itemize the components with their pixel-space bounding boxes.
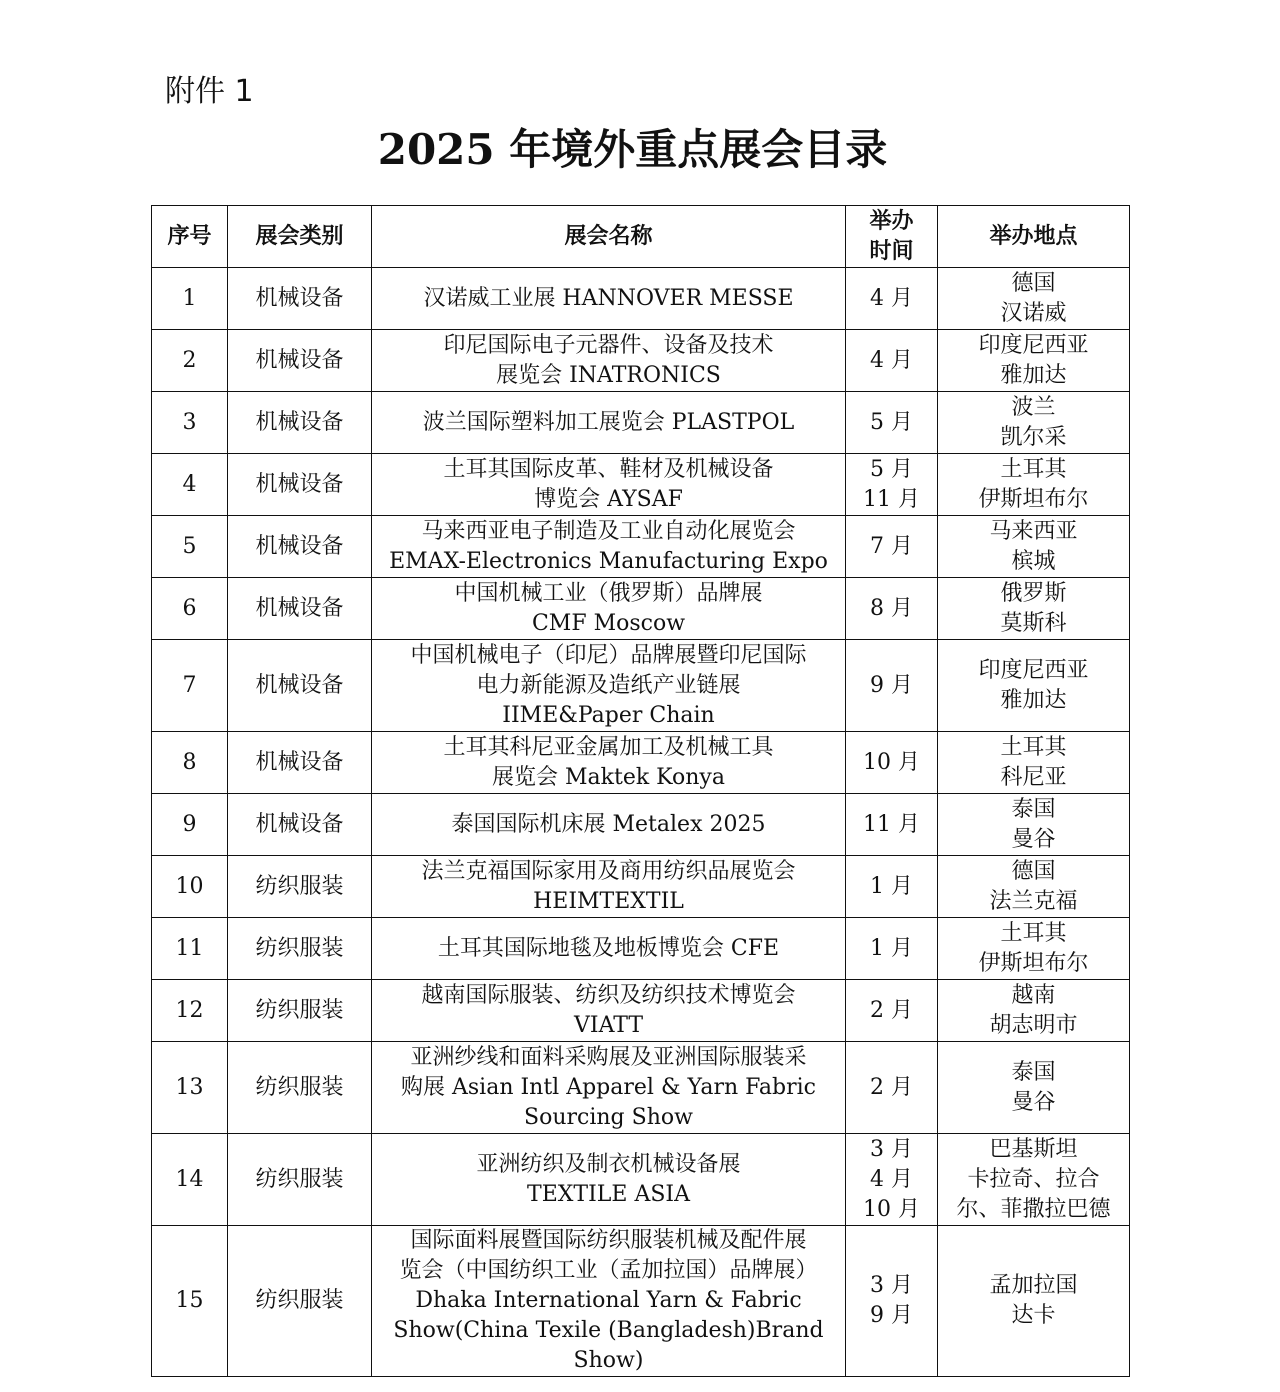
row-exhibition-name — [372, 392, 846, 454]
row-location-line: 雅加达 — [1000, 687, 1067, 713]
document-title: 2025 年境外重点展会目录 — [377, 125, 888, 174]
row-exhibition-name-line: 展览会 Maktek Konya — [492, 764, 725, 790]
row-category: 纺织服装 — [228, 856, 372, 918]
row-index: 6 — [152, 578, 228, 640]
row-exhibition-name — [372, 330, 846, 392]
row-time — [846, 918, 938, 980]
header-index: 序号 — [152, 206, 228, 268]
row-time-line: 10 月 — [863, 749, 920, 775]
row-exhibition-name-line: CMF Moscow — [531, 610, 686, 636]
row-exhibition-name — [372, 1042, 846, 1134]
table-row — [152, 732, 1130, 794]
row-exhibition-name — [372, 640, 846, 732]
table-row — [152, 640, 1130, 732]
row-category: 机械设备 — [228, 578, 372, 640]
row-time — [846, 980, 938, 1042]
row-category: 纺织服装 — [228, 980, 372, 1042]
row-time-line: 3 月 — [870, 1136, 913, 1162]
row-exhibition-name-line: 览会（中国纺织工业（孟加拉国）品牌展） — [399, 1258, 818, 1283]
table-row — [152, 918, 1130, 980]
row-category: 机械设备 — [228, 330, 372, 392]
row-time-line: 4 月 — [870, 1166, 913, 1192]
row-location — [938, 732, 1130, 794]
row-time — [846, 1134, 938, 1226]
row-location-line: 雅加达 — [1000, 362, 1067, 388]
row-exhibition-name — [372, 918, 846, 980]
row-exhibition-name-line: 购展 Asian Intl Apparel & Yarn Fabric — [401, 1074, 816, 1100]
row-time — [846, 640, 938, 732]
row-time-line: 1 月 — [870, 873, 913, 899]
row-exhibition-name-line: 博览会 AYSAF — [534, 486, 683, 512]
row-index: 9 — [152, 794, 228, 856]
row-location-line: 土耳其 — [1000, 456, 1067, 482]
row-exhibition-name — [372, 732, 846, 794]
row-exhibition-name-line: 土耳其国际地毯及地板博览会 CFE — [437, 935, 780, 961]
row-location-line: 巴基斯坦 — [989, 1136, 1078, 1162]
table-row — [152, 980, 1130, 1042]
row-time — [846, 856, 938, 918]
row-category: 机械设备 — [228, 268, 372, 330]
row-time — [846, 268, 938, 330]
row-time-line: 9 月 — [870, 672, 913, 698]
row-location-line: 俄罗斯 — [1000, 580, 1067, 606]
row-exhibition-name — [372, 1134, 846, 1226]
row-location-line: 印度尼西亚 — [978, 332, 1089, 358]
row-index: 3 — [152, 392, 228, 454]
row-location-line: 土耳其 — [1000, 920, 1067, 946]
row-exhibition-name-line: 土耳其科尼亚金属加工及机械工具 — [443, 734, 774, 760]
row-time-line: 11 月 — [863, 486, 920, 512]
attachment-label: 附件 1 — [165, 74, 254, 109]
row-exhibition-name-line: 泰国国际机床展 Metalex 2025 — [451, 811, 766, 837]
row-index: 8 — [152, 732, 228, 794]
row-exhibition-name-line: Sourcing Show — [524, 1104, 693, 1130]
row-exhibition-name-line: 展览会 INATRONICS — [496, 362, 721, 388]
header-time-line: 举办 — [869, 208, 914, 234]
row-time — [846, 732, 938, 794]
row-exhibition-name-line: EMAX-Electronics Manufacturing Expo — [389, 548, 828, 574]
row-time-line: 4 月 — [870, 285, 913, 311]
row-time — [846, 1226, 938, 1377]
row-time-line: 9 月 — [870, 1303, 913, 1328]
row-category: 纺织服装 — [228, 1134, 372, 1226]
row-location — [938, 1042, 1130, 1134]
row-category: 机械设备 — [228, 454, 372, 516]
row-exhibition-name — [372, 454, 846, 516]
row-time-line: 11 月 — [863, 811, 920, 837]
table-row — [152, 1042, 1130, 1134]
row-index: 13 — [152, 1042, 228, 1134]
row-index: 12 — [152, 980, 228, 1042]
row-category: 纺织服装 — [228, 1042, 372, 1134]
row-location-line: 印度尼西亚 — [978, 657, 1089, 683]
table-header-row — [152, 206, 1130, 268]
row-location-line: 德国 — [1011, 270, 1056, 296]
row-location-line: 胡志明市 — [989, 1012, 1078, 1038]
row-time — [846, 1042, 938, 1134]
row-location — [938, 454, 1130, 516]
row-location-line: 汉诺威 — [1000, 300, 1067, 326]
row-location-line: 卡拉奇、拉合 — [967, 1166, 1100, 1192]
row-location-line: 波兰 — [1011, 394, 1056, 420]
row-exhibition-name-line: 马来西亚电子制造及工业自动化展览会 — [421, 518, 796, 544]
row-exhibition-name-line: Show(China Texile (Bangladesh)Brand — [393, 1318, 824, 1343]
row-time-line: 5 月 — [870, 456, 913, 482]
row-category: 机械设备 — [228, 516, 372, 578]
row-exhibition-name — [372, 268, 846, 330]
row-location — [938, 980, 1130, 1042]
row-exhibition-name-line: 中国机械电子（印尼）品牌展暨印尼国际 — [410, 642, 807, 668]
row-exhibition-name — [372, 578, 846, 640]
row-category: 纺织服装 — [228, 918, 372, 980]
row-index: 1 — [152, 268, 228, 330]
row-category: 机械设备 — [228, 794, 372, 856]
header-time-line: 时间 — [869, 238, 914, 264]
row-exhibition-name-line: 波兰国际塑料加工展览会 PLASTPOL — [422, 409, 795, 435]
row-exhibition-name — [372, 856, 846, 918]
row-location-line: 孟加拉国 — [989, 1273, 1078, 1298]
row-index: 10 — [152, 856, 228, 918]
row-location — [938, 640, 1130, 732]
row-exhibition-name-line: 法兰克福国际家用及商用纺织品展览会 — [421, 858, 796, 884]
row-time — [846, 392, 938, 454]
row-time-line: 5 月 — [870, 409, 913, 435]
row-exhibition-name — [372, 516, 846, 578]
row-exhibition-name-line: 亚洲纱线和面料采购展及亚洲国际服装采 — [410, 1044, 807, 1070]
row-index: 11 — [152, 918, 228, 980]
row-location — [938, 268, 1130, 330]
row-exhibition-name-line: IIME&Paper Chain — [502, 702, 715, 728]
row-location — [938, 1226, 1130, 1377]
row-exhibition-name-line: 印尼国际电子元器件、设备及技术 — [443, 332, 774, 358]
header-category: 展会类别 — [228, 206, 372, 268]
row-location-line: 越南 — [1011, 982, 1056, 1008]
row-exhibition-name-line: VIATT — [573, 1012, 644, 1038]
row-exhibition-name-line: Show) — [573, 1348, 644, 1373]
row-index: 15 — [152, 1226, 228, 1377]
row-time — [846, 794, 938, 856]
row-exhibition-name — [372, 980, 846, 1042]
row-exhibition-name — [372, 1226, 846, 1377]
table-body — [152, 268, 1130, 1377]
row-time — [846, 454, 938, 516]
table-row — [152, 330, 1130, 392]
table-row — [152, 794, 1130, 856]
row-exhibition-name-line: HEIMTEXTIL — [533, 888, 684, 914]
header-name: 展会名称 — [372, 206, 846, 268]
table-row — [152, 268, 1130, 330]
row-location — [938, 578, 1130, 640]
row-location-line: 伊斯坦布尔 — [978, 486, 1089, 512]
row-location-line: 达卡 — [1011, 1303, 1056, 1328]
exhibition-table — [151, 205, 1130, 1377]
row-location — [938, 856, 1130, 918]
row-location — [938, 794, 1130, 856]
row-category: 纺织服装 — [228, 1226, 372, 1377]
row-index: 14 — [152, 1134, 228, 1226]
row-location-line: 法兰克福 — [989, 888, 1078, 914]
row-exhibition-name-line: Dhaka International Yarn & Fabric — [415, 1288, 802, 1313]
row-location-line: 凯尔采 — [1000, 424, 1067, 450]
row-category: 机械设备 — [228, 732, 372, 794]
table-row — [152, 578, 1130, 640]
table-row — [152, 1134, 1130, 1226]
row-exhibition-name-line: TEXTILE ASIA — [527, 1181, 690, 1207]
row-time — [846, 330, 938, 392]
row-location-line: 伊斯坦布尔 — [978, 950, 1089, 976]
row-exhibition-name-line: 土耳其国际皮革、鞋材及机械设备 — [443, 456, 774, 482]
row-category: 机械设备 — [228, 640, 372, 732]
row-location — [938, 918, 1130, 980]
header-location: 举办地点 — [938, 206, 1130, 268]
row-location-line: 莫斯科 — [1000, 610, 1067, 636]
row-location-line: 土耳其 — [1000, 734, 1067, 760]
table-row — [152, 856, 1130, 918]
row-time-line: 7 月 — [870, 533, 913, 559]
row-location-line: 槟城 — [1011, 548, 1056, 574]
row-exhibition-name-line: 中国机械工业（俄罗斯）品牌展 — [454, 580, 763, 606]
row-location — [938, 392, 1130, 454]
row-category: 机械设备 — [228, 392, 372, 454]
row-time-line: 2 月 — [870, 1074, 913, 1100]
row-location-line: 曼谷 — [1011, 826, 1056, 852]
row-exhibition-name — [372, 794, 846, 856]
row-location-line: 曼谷 — [1011, 1089, 1056, 1115]
table-row — [152, 1226, 1130, 1377]
row-location — [938, 330, 1130, 392]
row-time — [846, 516, 938, 578]
row-location-line: 泰国 — [1011, 1059, 1056, 1085]
row-location-line: 马来西亚 — [989, 518, 1078, 544]
row-time-line: 8 月 — [870, 595, 913, 621]
row-exhibition-name-line: 国际面料展暨国际纺织服装机械及配件展 — [410, 1228, 807, 1253]
row-time-line: 1 月 — [870, 935, 913, 961]
row-exhibition-name-line: 汉诺威工业展 HANNOVER MESSE — [423, 285, 794, 311]
row-location — [938, 1134, 1130, 1226]
row-location-line: 德国 — [1011, 858, 1056, 884]
header-time — [846, 206, 938, 268]
row-index: 5 — [152, 516, 228, 578]
table-row — [152, 516, 1130, 578]
row-exhibition-name-line: 电力新能源及造纸产业链展 — [476, 672, 741, 698]
row-time-line: 3 月 — [870, 1273, 913, 1298]
row-time — [846, 578, 938, 640]
row-index: 2 — [152, 330, 228, 392]
row-location — [938, 516, 1130, 578]
row-index: 4 — [152, 454, 228, 516]
row-time-line: 4 月 — [870, 347, 913, 373]
row-time-line: 2 月 — [870, 997, 913, 1023]
row-location-line: 泰国 — [1011, 796, 1056, 822]
table-row — [152, 454, 1130, 516]
row-index: 7 — [152, 640, 228, 732]
row-location-line: 科尼亚 — [1000, 764, 1067, 790]
row-exhibition-name-line: 亚洲纺织及制衣机械设备展 — [476, 1151, 741, 1177]
row-location-line: 尔、菲撒拉巴德 — [956, 1196, 1111, 1222]
row-exhibition-name-line: 越南国际服装、纺织及纺织技术博览会 — [421, 982, 796, 1008]
row-time-line: 10 月 — [863, 1196, 920, 1222]
table-row — [152, 392, 1130, 454]
